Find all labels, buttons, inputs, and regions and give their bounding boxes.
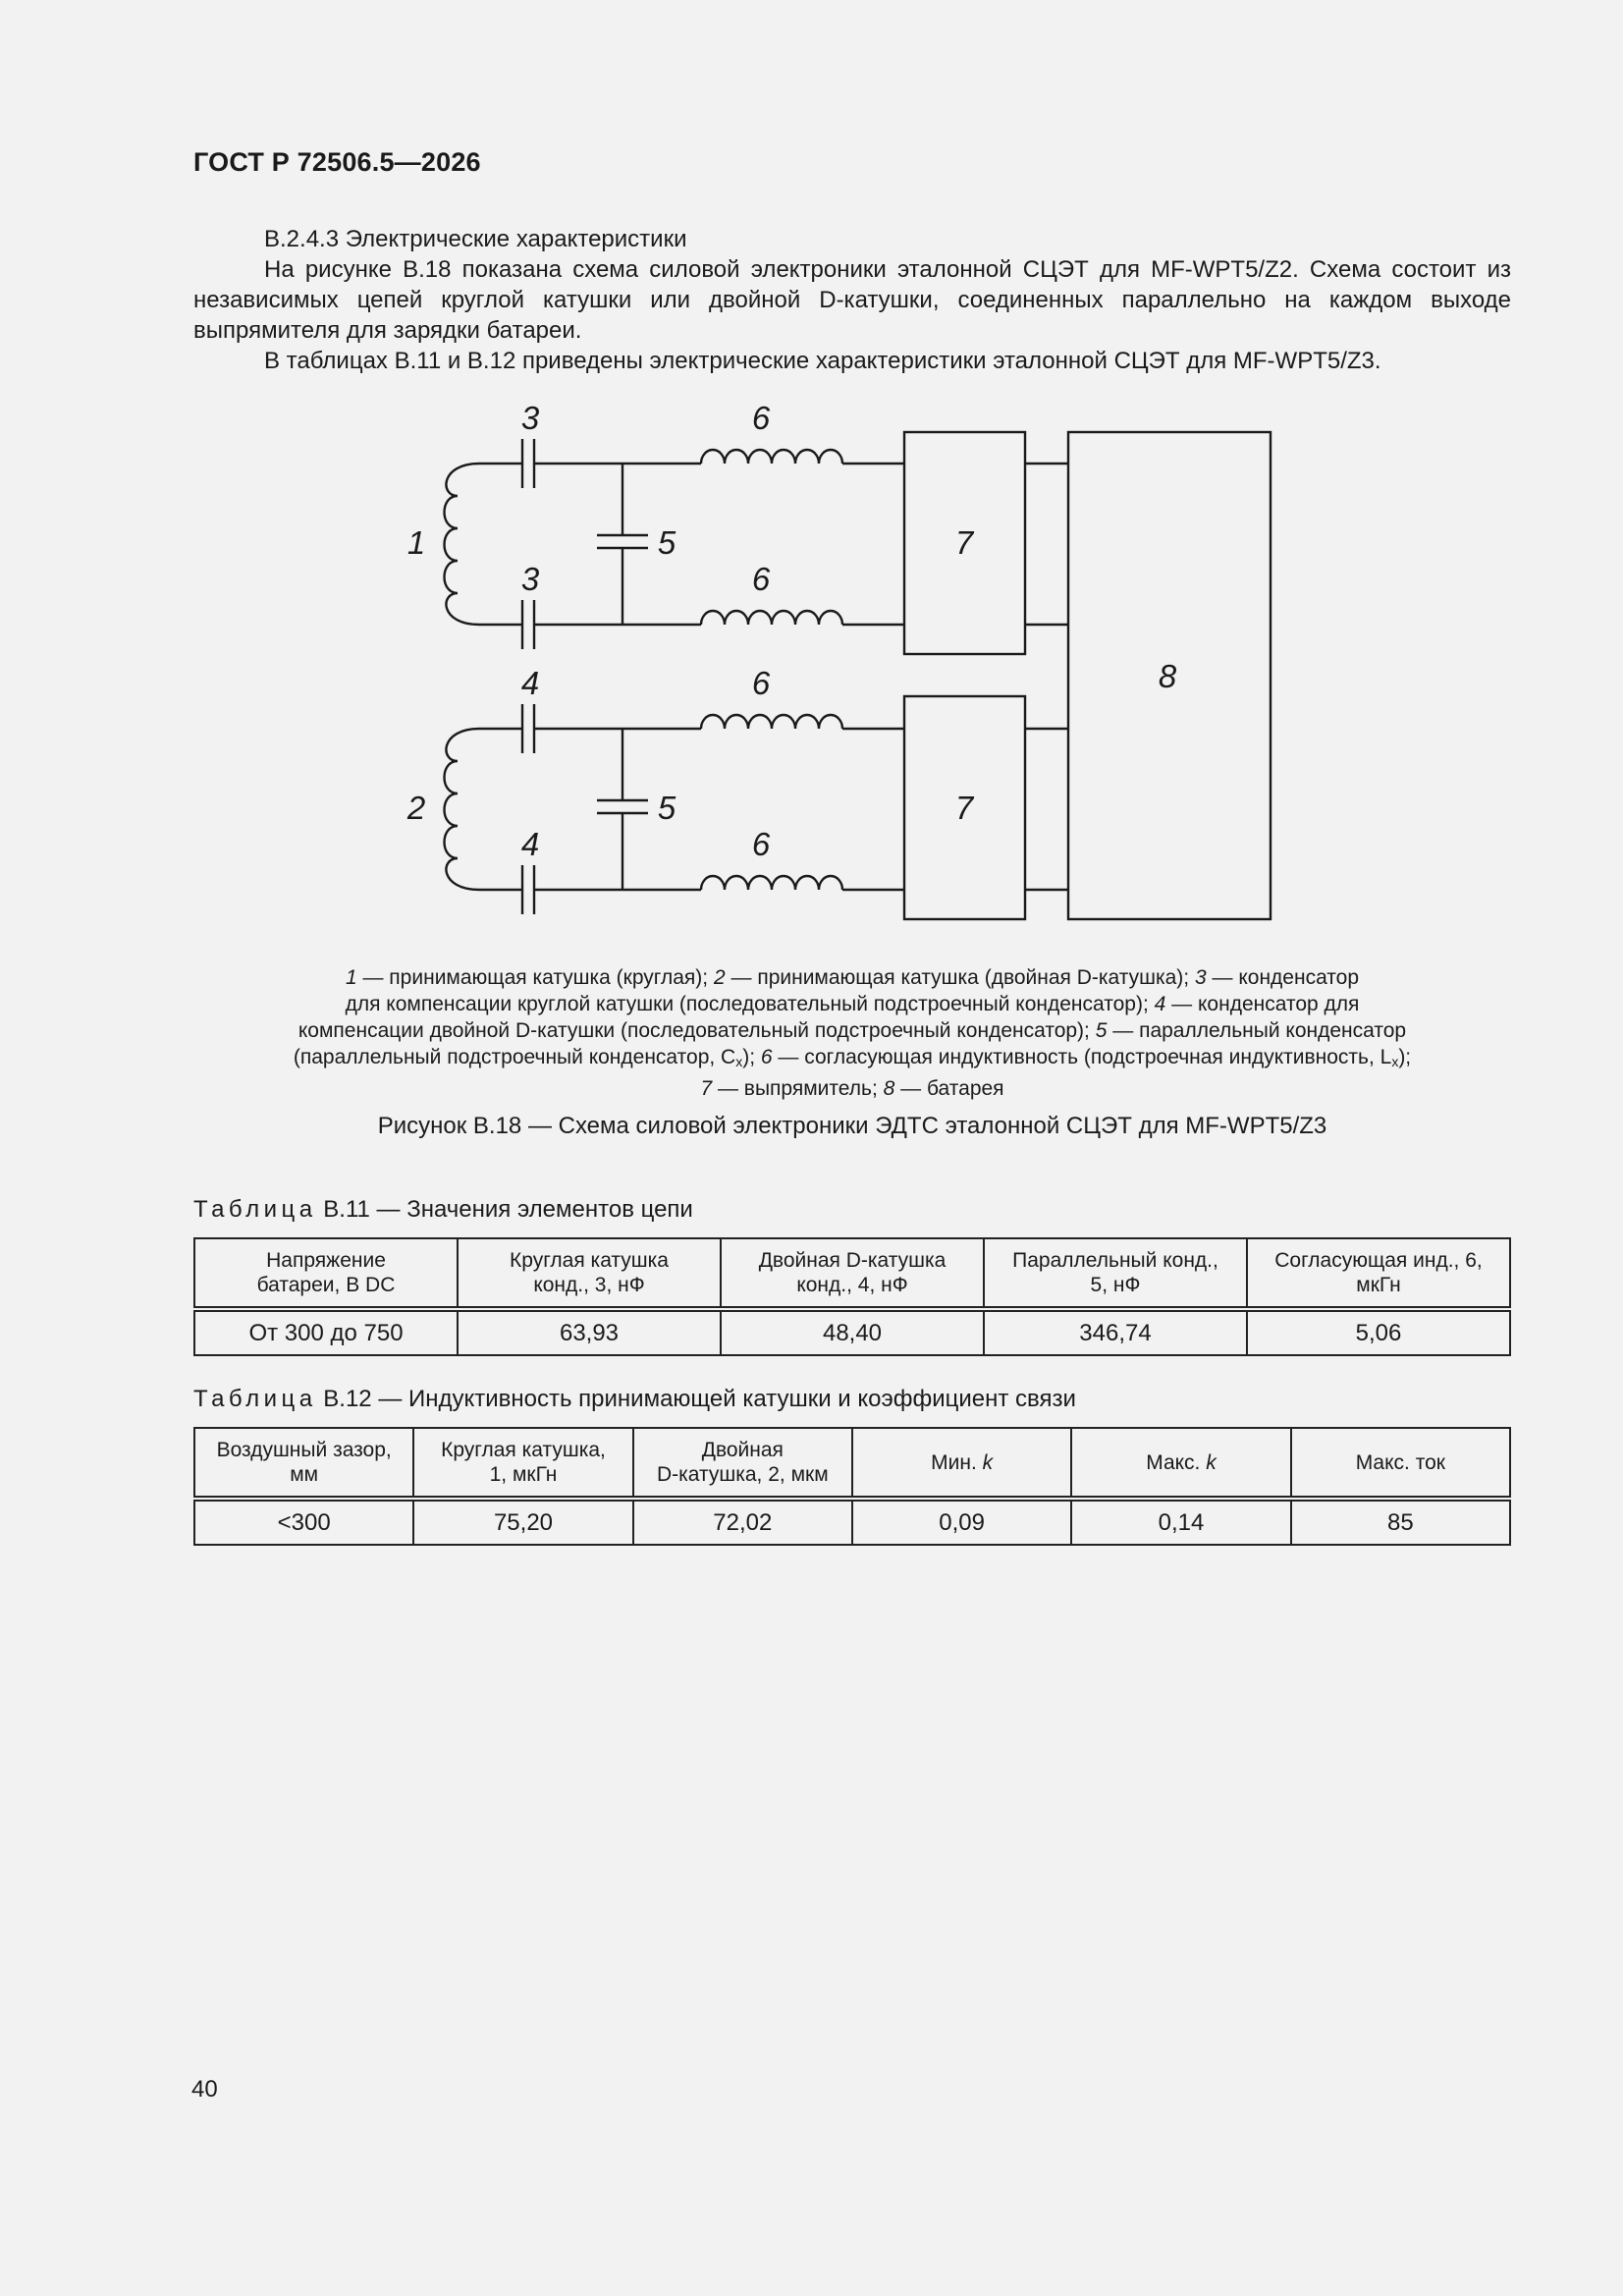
label-inductor-6-3: 6	[751, 665, 771, 701]
table-b12-title: Таблица В.12 — Индуктивность принимающей катушки и коэффициент связи	[193, 1386, 1076, 1412]
label-cap-3-bottom: 3	[520, 561, 540, 597]
table-cell: 5,06	[1247, 1309, 1510, 1355]
table-cell: 63,93	[458, 1309, 721, 1355]
inductor-6-symbol	[701, 715, 842, 729]
document-header: ГОСТ Р 72506.5—2026	[193, 147, 481, 177]
paragraph-1: На рисунке В.18 показана схема силовой электроники эталонной СЦЭТ для MF-WPT5/Z2. Схема состоит из независимых цепей круглой катушки или двойной D-катушки, соединенных параллельно на каждом выходе выпрямителя для зарядки батареи.	[193, 256, 1511, 344]
legend-line-5: 7 — выпрямитель; 8 — батарея	[700, 1077, 1004, 1100]
table-prefix: Таблица	[193, 1386, 317, 1412]
table-cell: 0,09	[852, 1499, 1071, 1545]
label-cap-4-top: 4	[520, 665, 540, 701]
table-header-cell: Двойная D-катушка конд., 4, нФ	[721, 1238, 984, 1309]
label-battery-8: 8	[1158, 658, 1177, 694]
table-cell: 72,02	[633, 1499, 852, 1545]
page-number: 40	[191, 2076, 218, 2103]
label-rectifier-7-top: 7	[954, 524, 974, 561]
table-b11-title: Таблица В.11 — Значения элементов цепи	[193, 1196, 693, 1223]
label-cap-4-bottom: 4	[520, 826, 540, 862]
inductor-6-symbol	[701, 450, 842, 464]
table-header-cell: Согласующая инд., 6, мкГн	[1247, 1238, 1510, 1309]
table-cell: <300	[194, 1499, 413, 1545]
legend-line-3: компенсации двойной D-катушки (последовательный подстроечный конденсатор); 5 — параллельный конденсатор	[298, 1019, 1407, 1042]
table-b11	[193, 1237, 1511, 1356]
label-inductor-6-1: 6	[751, 400, 771, 436]
table-prefix: Таблица	[193, 1196, 317, 1223]
table-cell: 346,74	[984, 1309, 1247, 1355]
legend-line-1: 1 — принимающая катушка (круглая); 2 — принимающая катушка (двойная D-катушка); 3 — конденсатор	[345, 966, 1360, 989]
legend-line-4: (параллельный подстроечный конденсатор, $C_x$); 6 — согласующая индуктивность (подстроечная индуктивность, $L_x$);	[293, 1046, 1412, 1069]
paragraph-2: В таблицах В.11 и В.12 приведены электрические характеристики эталонной СЦЭТ для MF-WPT5/Z3.	[264, 348, 1381, 374]
table-header-cell: Воздушный зазор, мм	[194, 1428, 413, 1499]
table-header-row	[194, 1428, 1510, 1499]
label-inductor-6-2: 6	[751, 561, 771, 597]
table-cell: От 300 до 750	[194, 1309, 458, 1355]
table-header-row	[194, 1238, 1510, 1309]
table-cell: 85	[1291, 1499, 1510, 1545]
table-header-cell: Параллельный конд., 5, нФ	[984, 1238, 1247, 1309]
coil-2-symbol	[445, 729, 480, 890]
table-header-cell: Круглая катушка конд., 3, нФ	[458, 1238, 721, 1309]
section-heading: В.2.4.3 Электрические характеристики	[264, 226, 687, 252]
circuit-diagram	[0, 0, 1623, 943]
table-cell: 48,40	[721, 1309, 984, 1355]
table-header-cell: Макс. k	[1071, 1428, 1290, 1499]
inductor-6-symbol	[701, 876, 842, 890]
label-cap-3-top: 3	[520, 400, 540, 436]
coil-1-symbol	[445, 464, 480, 625]
inductor-6-symbol	[701, 611, 842, 625]
table-header-cell: Круглая катушка, 1, мкГн	[413, 1428, 632, 1499]
figure-caption: Рисунок В.18 — Схема силовой электроники ЭДТС эталонной СЦЭТ для MF-WPT5/Z3	[377, 1113, 1327, 1139]
label-cap-5-bottom: 5	[657, 790, 676, 826]
label-cap-5-top: 5	[657, 524, 676, 561]
label-coil-2: 2	[406, 790, 426, 826]
table-b12	[193, 1427, 1511, 1546]
label-rectifier-7-bottom: 7	[954, 790, 974, 826]
table-header-cell: Мин. k	[852, 1428, 1071, 1499]
table-row	[194, 1309, 1510, 1355]
table-cell: 0,14	[1071, 1499, 1290, 1545]
label-inductor-6-4: 6	[751, 826, 771, 862]
table-header-cell: Макс. ток	[1291, 1428, 1510, 1499]
label-coil-1: 1	[406, 524, 426, 561]
figure-legend	[193, 964, 1511, 1102]
table-header-cell: Двойная D-катушка, 2, мкм	[633, 1428, 852, 1499]
legend-line-2: для компенсации круглой катушки (последовательный подстроечный конденсатор); 4 — конденсатор для	[345, 993, 1360, 1015]
table-row	[194, 1499, 1510, 1545]
table-header-cell: Напряжение батареи, В DC	[194, 1238, 458, 1309]
table-cell: 75,20	[413, 1499, 632, 1545]
